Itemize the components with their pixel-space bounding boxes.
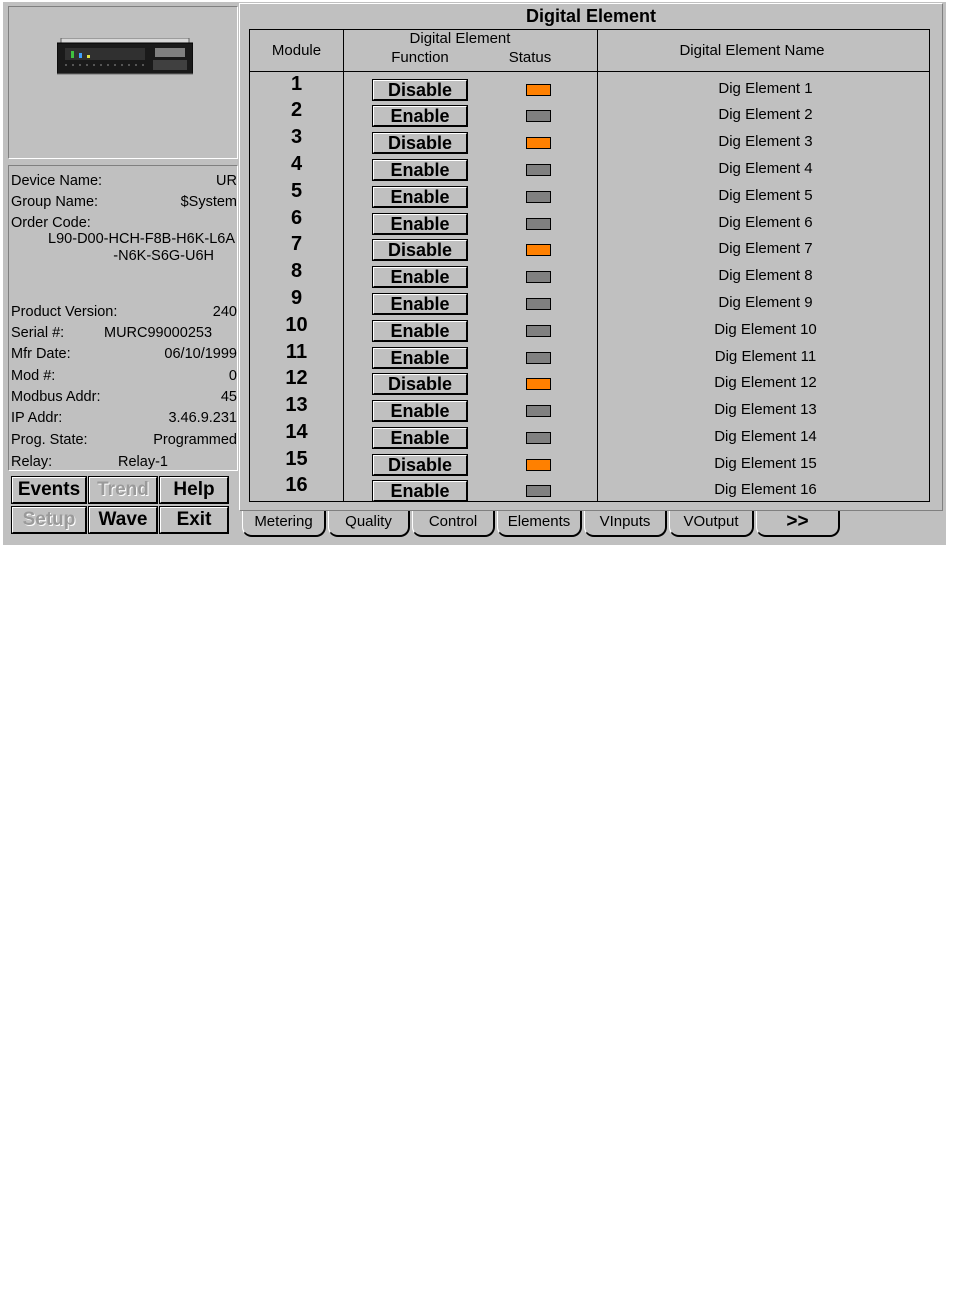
- function-toggle-button[interactable]: Enable: [372, 427, 468, 449]
- mfr-date-value: 06/10/1999: [164, 346, 237, 362]
- digital-element-name: Dig Element 16: [714, 481, 817, 498]
- table-row: [250, 287, 931, 317]
- mfr-date-label: Mfr Date:: [11, 346, 71, 362]
- modbus-addr-row: [11, 388, 237, 406]
- status-indicator: [526, 378, 551, 390]
- table-row: [250, 73, 931, 103]
- module-number: 1: [290, 73, 303, 95]
- function-toggle-button[interactable]: Enable: [372, 105, 468, 127]
- ip-addr-label: IP Addr:: [11, 410, 63, 426]
- status-indicator: [526, 485, 551, 497]
- ip-addr-row: [11, 409, 237, 427]
- status-indicator: [526, 405, 551, 417]
- tab-elements[interactable]: Elements: [497, 511, 582, 537]
- relay-label: Relay:: [11, 454, 53, 470]
- group-name-value: $System: [180, 194, 237, 210]
- module-number: 8: [290, 260, 303, 282]
- function-toggle-button[interactable]: Enable: [372, 266, 468, 288]
- wave-button[interactable]: Wave: [88, 506, 158, 534]
- function-toggle-button[interactable]: Disable: [372, 454, 468, 476]
- mod-value: 0: [228, 368, 237, 384]
- module-number: 14: [285, 421, 308, 443]
- status-indicator: [526, 110, 551, 122]
- group-name-label: Group Name:: [11, 194, 99, 210]
- serial-row: [11, 324, 237, 342]
- digital-element-name: Dig Element 2: [718, 106, 813, 123]
- order-code-line-1: L90-D00-HCH-F8B-H6K-L6A: [48, 231, 235, 247]
- digital-element-name: Dig Element 13: [714, 401, 817, 418]
- device-name-row: [11, 172, 237, 190]
- order-code-line-2: -N6K-S6G-U6H: [113, 248, 214, 264]
- product-version-label: Product Version:: [11, 304, 118, 320]
- table-row: [250, 367, 931, 397]
- table-row: [250, 260, 931, 290]
- function-toggle-button[interactable]: Disable: [372, 132, 468, 154]
- digital-element-name: Dig Element 3: [718, 133, 813, 150]
- table-row: [250, 314, 931, 344]
- order-code-row: [11, 214, 237, 232]
- tab-voutput[interactable]: VOutput: [669, 511, 754, 537]
- table-row: [250, 153, 931, 183]
- table-row: [250, 421, 931, 451]
- module-number: 2: [290, 99, 303, 121]
- tab-metering[interactable]: Metering: [242, 511, 326, 537]
- table-row: [250, 126, 931, 156]
- module-header: Module: [271, 42, 322, 59]
- digital-element-group-header: Digital Element: [409, 30, 511, 47]
- function-toggle-button[interactable]: Disable: [372, 373, 468, 395]
- ip-addr-value: 3.46.9.231: [168, 410, 237, 426]
- table-row: [250, 180, 931, 210]
- digital-element-name: Dig Element 12: [714, 374, 817, 391]
- status-header: Status: [508, 49, 552, 66]
- device-info-panel: [8, 165, 238, 471]
- prog-state-value: Programmed: [153, 432, 237, 448]
- help-button[interactable]: Help: [159, 476, 229, 504]
- digital-element-name: Dig Element 11: [714, 348, 817, 365]
- name-header: Digital Element Name: [679, 42, 825, 59]
- digital-element-name: Dig Element 7: [718, 240, 813, 257]
- tab-more[interactable]: >>: [756, 511, 840, 537]
- digital-element-name: Dig Element 1: [718, 80, 813, 97]
- status-indicator: [526, 271, 551, 283]
- module-number: 9: [290, 287, 303, 309]
- function-header: Function: [391, 49, 449, 66]
- module-number: 10: [285, 314, 308, 336]
- digital-element-name: Dig Element 14: [714, 428, 817, 445]
- function-toggle-button[interactable]: Enable: [372, 186, 468, 208]
- product-version-value: 240: [212, 304, 237, 320]
- digital-element-name: Dig Element 9: [718, 294, 813, 311]
- function-toggle-button[interactable]: Enable: [372, 159, 468, 181]
- digital-element-name: Dig Element 10: [714, 321, 817, 338]
- function-toggle-button[interactable]: Enable: [372, 400, 468, 422]
- order-code-label: Order Code:: [11, 215, 91, 231]
- digital-element-panel: [239, 3, 943, 511]
- table-row: [250, 341, 931, 371]
- modbus-addr-value: 45: [220, 389, 237, 405]
- module-number: 12: [285, 367, 308, 389]
- product-version-row: [11, 303, 237, 321]
- table-row: [250, 233, 931, 263]
- module-number: 15: [285, 448, 308, 470]
- function-toggle-button[interactable]: Enable: [372, 293, 468, 315]
- serial-label: Serial #:: [11, 325, 65, 341]
- table-row: [250, 99, 931, 129]
- device-name-label: Device Name:: [11, 173, 103, 189]
- status-indicator: [526, 244, 551, 256]
- group-name-row: [11, 193, 237, 211]
- exit-button[interactable]: Exit: [159, 506, 229, 534]
- relay-app-window: [3, 2, 946, 545]
- module-number: 11: [285, 341, 308, 363]
- module-number: 4: [290, 153, 303, 175]
- module-number: 3: [290, 126, 303, 148]
- digital-element-name: Dig Element 5: [718, 187, 813, 204]
- table-row: [250, 394, 931, 424]
- prog-state-label: Prog. State:: [11, 432, 88, 448]
- table-row: [250, 207, 931, 237]
- digital-element-table: [249, 29, 930, 502]
- digital-element-name: Dig Element 15: [714, 455, 817, 472]
- function-toggle-button[interactable]: Enable: [372, 320, 468, 342]
- digital-element-name: Dig Element 4: [718, 160, 813, 177]
- module-number: 5: [290, 180, 303, 202]
- function-toggle-button[interactable]: Enable: [372, 347, 468, 369]
- device-image-panel: [8, 6, 238, 159]
- function-toggle-button[interactable]: Enable: [372, 213, 468, 235]
- table-row: [250, 474, 931, 504]
- tab-vinputs[interactable]: VInputs: [584, 511, 667, 537]
- trend-button[interactable]: Trend: [88, 476, 158, 504]
- setup-button[interactable]: Setup: [11, 506, 87, 534]
- digital-element-name: Dig Element 8: [718, 267, 813, 284]
- device-name-value: UR: [216, 173, 237, 189]
- serial-value: MURC99000253: [104, 325, 213, 341]
- status-indicator: [526, 432, 551, 444]
- function-toggle-button[interactable]: Disable: [372, 239, 468, 261]
- prog-state-row: [11, 431, 237, 449]
- mod-label: Mod #:: [11, 368, 56, 384]
- module-number: 7: [290, 233, 303, 255]
- digital-element-name: Dig Element 6: [718, 214, 813, 231]
- function-toggle-button[interactable]: Enable: [372, 480, 468, 502]
- panel-title: Digital Element: [525, 6, 657, 26]
- status-indicator: [526, 137, 551, 149]
- status-indicator: [526, 352, 551, 364]
- status-indicator: [526, 164, 551, 176]
- status-indicator: [526, 191, 551, 203]
- tab-control[interactable]: Control: [412, 511, 495, 537]
- modbus-addr-label: Modbus Addr:: [11, 389, 101, 405]
- status-indicator: [526, 298, 551, 310]
- events-button[interactable]: Events: [11, 476, 87, 504]
- status-indicator: [526, 218, 551, 230]
- module-number: 6: [290, 207, 303, 229]
- mfr-date-row: [11, 345, 237, 363]
- status-indicator: [526, 325, 551, 337]
- relay-row: [11, 453, 237, 471]
- mod-row: [11, 367, 237, 385]
- table-row: [250, 448, 931, 478]
- function-toggle-button[interactable]: Disable: [372, 79, 468, 101]
- module-number: 16: [285, 474, 308, 496]
- status-indicator: [526, 459, 551, 471]
- status-indicator: [526, 84, 551, 96]
- relay-device-icon: [57, 38, 193, 76]
- tab-quality[interactable]: Quality: [328, 511, 410, 537]
- relay-value: Relay-1: [118, 454, 168, 470]
- module-number: 13: [285, 394, 308, 416]
